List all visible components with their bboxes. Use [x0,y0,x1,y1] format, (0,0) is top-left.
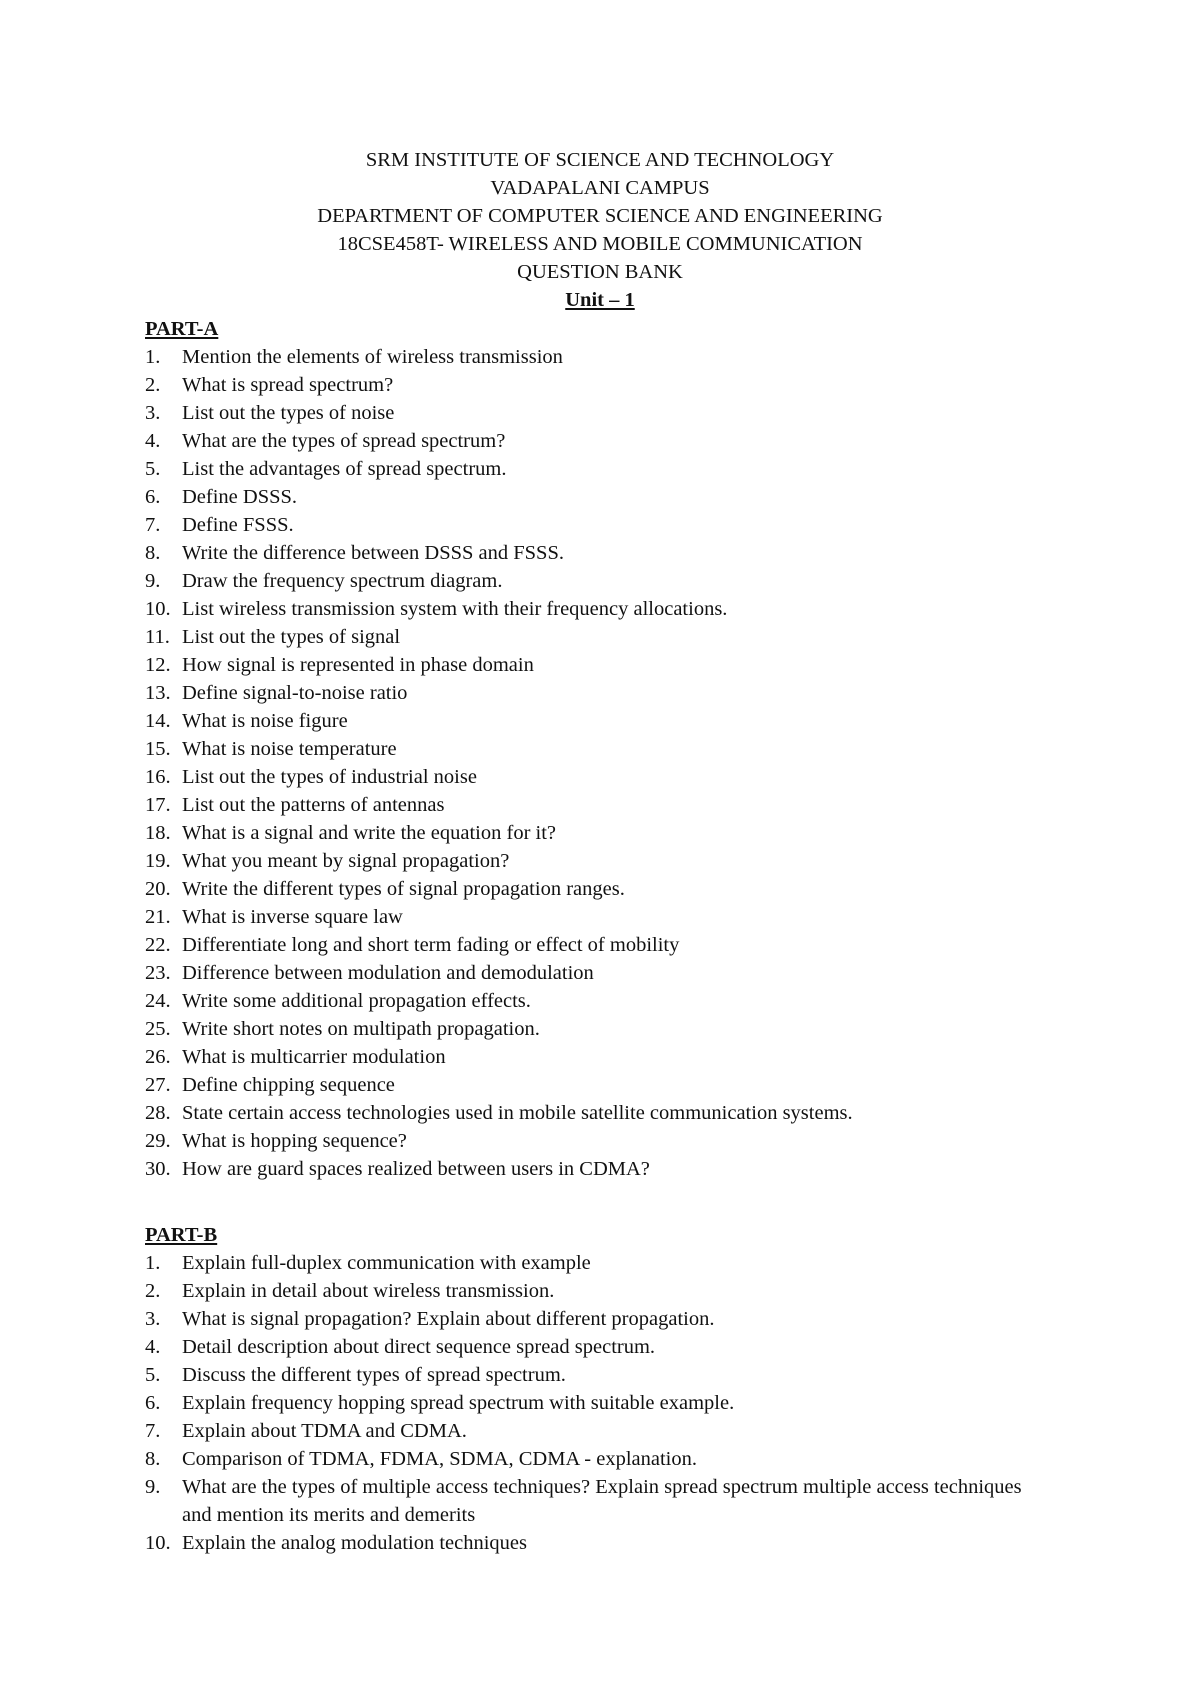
question-text: Difference between modulation and demodulation [182,962,594,984]
question-text: What are the types of spread spectrum? [182,430,506,452]
question-text: Draw the frequency spectrum diagram. [182,570,503,592]
question-number: 28. [145,1102,171,1124]
question-number: 4. [145,430,161,452]
question-text: List out the patterns of antennas [182,794,445,816]
question-number: 9. [145,570,161,592]
part-b-question-3 [145,1305,1025,1333]
part-b-title: PART-B [145,1224,218,1246]
part-a-question-18 [145,819,1025,847]
question-number: 25. [145,1018,171,1040]
question-text: What you meant by signal propagation? [182,850,510,872]
part-a-section [145,315,1025,1183]
part-a-question-22 [145,931,1025,959]
question-number: 16. [145,766,171,788]
question-number: 8. [145,542,161,564]
part-a-question-19 [145,847,1025,875]
question-number: 2. [145,374,161,396]
question-number: 20. [145,878,171,900]
question-number: 21. [145,906,171,928]
question-number: 12. [145,654,171,676]
part-b-question-4 [145,1333,1025,1361]
question-text: Define FSSS. [182,514,294,536]
part-a-question-4 [145,427,1025,455]
question-number: 17. [145,794,171,816]
question-number: 7. [145,1420,161,1442]
question-text: List out the types of noise [182,402,395,424]
part-a-question-12 [145,651,1025,679]
question-text: Mention the elements of wireless transmission [182,346,563,368]
question-number: 1. [145,1252,161,1274]
question-text: How signal is represented in phase domain [182,654,534,676]
question-number: 2. [145,1280,161,1302]
part-a-question-25 [145,1015,1025,1043]
part-a-question-17 [145,791,1025,819]
question-text: Differentiate long and short term fading or effect of mobility [182,934,680,956]
question-number: 4. [145,1336,161,1358]
question-text: What is spread spectrum? [182,374,394,396]
question-text: Comparison of TDMA, FDMA, SDMA, CDMA - explanation. [182,1448,697,1470]
institute-name: SRM INSTITUTE OF SCIENCE AND TECHNOLOGY [365,149,835,171]
question-text: List out the types of industrial noise [182,766,477,788]
question-text: What is signal propagation? Explain about different propagation. [182,1308,715,1330]
question-text: Explain frequency hopping spread spectrum with suitable example. [182,1392,735,1414]
campus-name: VADAPALANI CAMPUS [490,177,710,199]
question-number: 11. [145,626,170,648]
part-a-question-8 [145,539,1025,567]
question-number: 15. [145,738,171,760]
part-a-question-26 [145,1043,1025,1071]
document-header [0,146,1200,314]
part-b-question-8 [145,1445,1025,1473]
question-text: Explain in detail about wireless transmission. [182,1280,555,1302]
question-number: 6. [145,1392,161,1414]
question-number: 13. [145,682,171,704]
part-a-question-5 [145,455,1025,483]
part-a-question-3 [145,399,1025,427]
part-a-question-30 [145,1155,1025,1183]
document-type: QUESTION BANK [517,261,683,283]
part-a-question-6 [145,483,1025,511]
question-number: 3. [145,1308,161,1330]
part-a-question-23 [145,959,1025,987]
question-text: What are the types of multiple access techniques? Explain spread spectrum multiple access techniques and mention its merits and demerits [182,1476,1022,1526]
question-number: 22. [145,934,171,956]
course-title: 18CSE458T- WIRELESS AND MOBILE COMMUNICATION [337,233,863,255]
part-a-question-20 [145,875,1025,903]
part-a-question-14 [145,707,1025,735]
question-number: 14. [145,710,171,732]
part-a-title: PART-A [145,318,219,340]
question-text: Define signal-to-noise ratio [182,682,408,704]
question-number: 24. [145,990,171,1012]
question-text: How are guard spaces realized between users in CDMA? [182,1158,650,1180]
department-name: DEPARTMENT OF COMPUTER SCIENCE AND ENGINEERING [317,205,883,227]
question-number: 29. [145,1130,171,1152]
question-text: Detail description about direct sequence spread spectrum. [182,1336,656,1358]
question-text: Explain about TDMA and CDMA. [182,1420,467,1442]
question-number: 1. [145,346,161,368]
question-text: List wireless transmission system with their frequency allocations. [182,598,728,620]
question-text: State certain access technologies used in mobile satellite communication systems. [182,1102,853,1124]
question-number: 8. [145,1448,161,1470]
question-number: 19. [145,850,171,872]
part-b-question-list [145,1249,1025,1557]
part-a-question-10 [145,595,1025,623]
part-a-question-27 [145,1071,1025,1099]
part-a-question-16 [145,763,1025,791]
part-b-question-7 [145,1417,1025,1445]
question-text: Define DSSS. [182,486,298,508]
part-b-question-6 [145,1389,1025,1417]
part-b-question-9 [145,1473,1025,1529]
unit-heading: Unit – 1 [565,289,635,311]
part-b-question-10 [145,1529,1025,1557]
question-number: 18. [145,822,171,844]
part-a-question-29 [145,1127,1025,1155]
question-text: Write the different types of signal propagation ranges. [182,878,625,900]
question-text: Write some additional propagation effects. [182,990,531,1012]
part-a-question-21 [145,903,1025,931]
part-b-question-2 [145,1277,1025,1305]
question-text: Write short notes on multipath propagation. [182,1018,540,1040]
question-number: 26. [145,1046,171,1068]
part-a-question-13 [145,679,1025,707]
part-a-question-9 [145,567,1025,595]
question-text: What is noise figure [182,710,348,732]
part-a-question-2 [145,371,1025,399]
question-text: Define chipping sequence [182,1074,395,1096]
question-number: 30. [145,1158,171,1180]
question-text: What is a signal and write the equation for it? [182,822,557,844]
question-text: Explain full-duplex communication with example [182,1252,591,1274]
question-text: List out the types of signal [182,626,401,648]
question-number: 3. [145,402,161,424]
question-number: 5. [145,1364,161,1386]
question-text: Write the difference between DSSS and FSSS. [182,542,564,564]
part-b-section [145,1221,1025,1557]
question-text: List the advantages of spread spectrum. [182,458,507,480]
question-number: 9. [145,1476,161,1498]
question-number: 10. [145,1532,171,1554]
question-text: Discuss the different types of spread spectrum. [182,1364,566,1386]
part-a-question-list [145,343,1025,1183]
part-a-question-15 [145,735,1025,763]
question-text: Explain the analog modulation techniques [182,1532,527,1554]
question-number: 7. [145,514,161,536]
question-number: 23. [145,962,171,984]
question-number: 5. [145,458,161,480]
question-text: What is inverse square law [182,906,403,928]
part-a-question-7 [145,511,1025,539]
part-a-question-1 [145,343,1025,371]
question-number: 6. [145,486,161,508]
part-a-question-28 [145,1099,1025,1127]
question-number: 27. [145,1074,171,1096]
part-a-question-11 [145,623,1025,651]
part-b-question-1 [145,1249,1025,1277]
question-text: What is multicarrier modulation [182,1046,446,1068]
part-a-question-24 [145,987,1025,1015]
question-text: What is hopping sequence? [182,1130,407,1152]
question-number: 10. [145,598,171,620]
part-b-question-5 [145,1361,1025,1389]
question-text: What is noise temperature [182,738,397,760]
